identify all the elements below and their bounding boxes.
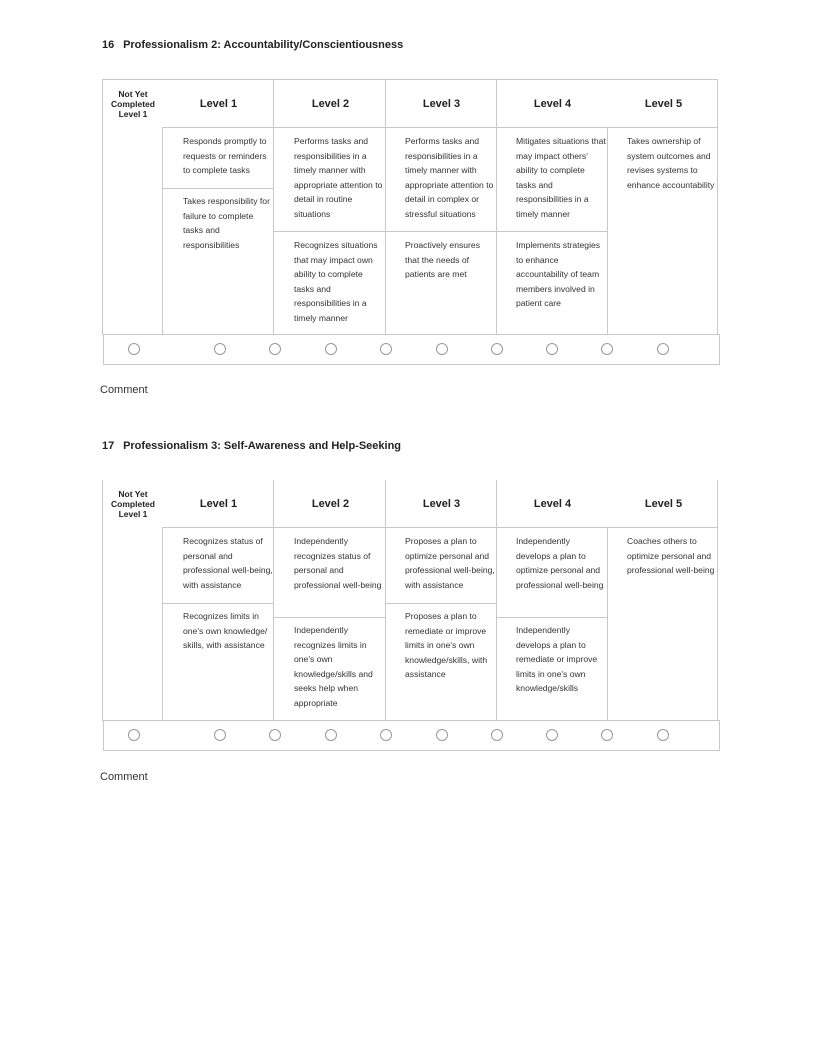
question-number: 17 bbox=[102, 440, 115, 452]
divider bbox=[385, 80, 386, 334]
level-1-descriptor-a: Recognizes status of personal and professional well-being, with assistance bbox=[183, 536, 273, 590]
level-3-descriptor-a: Performs tasks and responsibilities in a timely manner with appropriate attention to detail in complex or stressful situations bbox=[405, 136, 494, 219]
comment-label[interactable]: Comment bbox=[100, 384, 148, 396]
question-title-text: Professionalism 3: Self-Awareness and Help-Seeking bbox=[123, 440, 402, 452]
header-level-2: Level 2 bbox=[311, 98, 350, 110]
divider bbox=[274, 231, 608, 232]
radio-level-4[interactable] bbox=[546, 343, 558, 355]
header-level-3: Level 3 bbox=[422, 498, 461, 510]
radio-level-4-5[interactable] bbox=[601, 729, 613, 741]
divider bbox=[162, 127, 163, 334]
radio-level-3[interactable] bbox=[436, 343, 448, 355]
divider bbox=[385, 603, 496, 604]
header-level-4: Level 4 bbox=[533, 498, 572, 510]
header-not-yet-completed: Not Yet Completed Level 1 bbox=[111, 489, 155, 519]
radio-level-1[interactable] bbox=[214, 729, 226, 741]
milestone-grid bbox=[102, 79, 718, 335]
level-2-descriptor-b: Recognizes situations that may impact own ability to complete tasks and responsibilities in a timely manner bbox=[294, 240, 378, 323]
radio-level-3[interactable] bbox=[436, 729, 448, 741]
divider bbox=[274, 617, 385, 618]
level-1-descriptor-b: Recognizes limits in one's own knowledge/ skills, with assistance bbox=[183, 611, 268, 650]
rating-radio-row bbox=[103, 720, 720, 751]
radio-level-1-5[interactable] bbox=[269, 729, 281, 741]
question-number: 16 bbox=[102, 39, 115, 51]
header-level-5: Level 5 bbox=[644, 98, 683, 110]
header-level-1: Level 1 bbox=[199, 98, 238, 110]
level-3-descriptor-a: Proposes a plan to optimize personal and professional well-being, with assistance bbox=[405, 536, 495, 590]
question-title-text: Professionalism 2: Accountability/Conscientiousness bbox=[123, 39, 404, 51]
divider bbox=[163, 188, 274, 189]
divider bbox=[273, 480, 274, 720]
radio-level-5[interactable] bbox=[657, 343, 669, 355]
radio-level-2[interactable] bbox=[325, 343, 337, 355]
level-4-descriptor-b: Independently develops a plan to remediate or improve limits in one's own knowledge/skills bbox=[516, 625, 598, 693]
comment-label[interactable]: Comment bbox=[100, 771, 148, 783]
header-level-5: Level 5 bbox=[644, 498, 683, 510]
radio-level-4-5[interactable] bbox=[601, 343, 613, 355]
question-title bbox=[102, 440, 401, 452]
radio-level-5[interactable] bbox=[657, 729, 669, 741]
divider bbox=[163, 603, 274, 604]
radio-level-4[interactable] bbox=[546, 729, 558, 741]
level-5-descriptor: Takes ownership of system outcomes and revises systems to enhance accountability bbox=[627, 136, 715, 190]
divider bbox=[162, 527, 163, 720]
level-4-descriptor-a: Mitigates situations that may impact others' ability to complete tasks and responsibilities in a timely manner bbox=[516, 136, 606, 219]
divider bbox=[163, 527, 717, 528]
radio-level-2-5[interactable] bbox=[380, 343, 392, 355]
divider bbox=[163, 127, 717, 128]
level-2-descriptor-b: Independently recognizes limits in one's own knowledge/skills and seeks help when appropriate bbox=[294, 625, 373, 708]
header-level-2: Level 2 bbox=[311, 498, 350, 510]
header-not-yet-completed: Not Yet Completed Level 1 bbox=[111, 89, 155, 119]
header-level-3: Level 3 bbox=[422, 98, 461, 110]
divider bbox=[496, 80, 497, 334]
divider bbox=[385, 480, 386, 720]
header-level-4: Level 4 bbox=[533, 98, 572, 110]
radio-not-yet-completed[interactable] bbox=[128, 729, 140, 741]
milestone-grid bbox=[102, 480, 718, 721]
radio-level-1[interactable] bbox=[214, 343, 226, 355]
level-4-descriptor-b: Implements strategies to enhance accountability of team members involved in patient care bbox=[516, 240, 601, 308]
rating-radio-row bbox=[103, 334, 720, 365]
radio-not-yet-completed[interactable] bbox=[128, 343, 140, 355]
level-4-descriptor-a: Independently develops a plan to optimize personal and professional well-being bbox=[516, 536, 604, 590]
level-3-descriptor-b: Proactively ensures that the needs of patients are met bbox=[405, 240, 480, 279]
divider bbox=[496, 480, 497, 720]
level-2-descriptor-a: Independently recognizes status of personal and professional well-being bbox=[294, 536, 382, 590]
question-title bbox=[102, 39, 403, 51]
radio-level-2[interactable] bbox=[325, 729, 337, 741]
level-2-descriptor-a: Performs tasks and responsibilities in a timely manner with appropriate attention to detail in routine situations bbox=[294, 136, 383, 219]
divider bbox=[607, 527, 608, 720]
level-5-descriptor: Coaches others to optimize personal and professional well-being bbox=[627, 536, 715, 575]
divider bbox=[496, 617, 607, 618]
radio-level-1-5[interactable] bbox=[269, 343, 281, 355]
radio-level-2-5[interactable] bbox=[380, 729, 392, 741]
level-3-descriptor-b: Proposes a plan to remediate or improve limits in one's own knowledge/skills, with assistance bbox=[405, 611, 488, 679]
divider bbox=[273, 80, 274, 334]
header-level-1: Level 1 bbox=[199, 498, 238, 510]
radio-level-3-5[interactable] bbox=[491, 729, 503, 741]
radio-level-3-5[interactable] bbox=[491, 343, 503, 355]
level-1-descriptor-a: Responds promptly to requests or reminders to complete tasks bbox=[183, 136, 267, 175]
level-1-descriptor-b: Takes responsibility for failure to complete tasks and responsibilities bbox=[183, 196, 270, 250]
